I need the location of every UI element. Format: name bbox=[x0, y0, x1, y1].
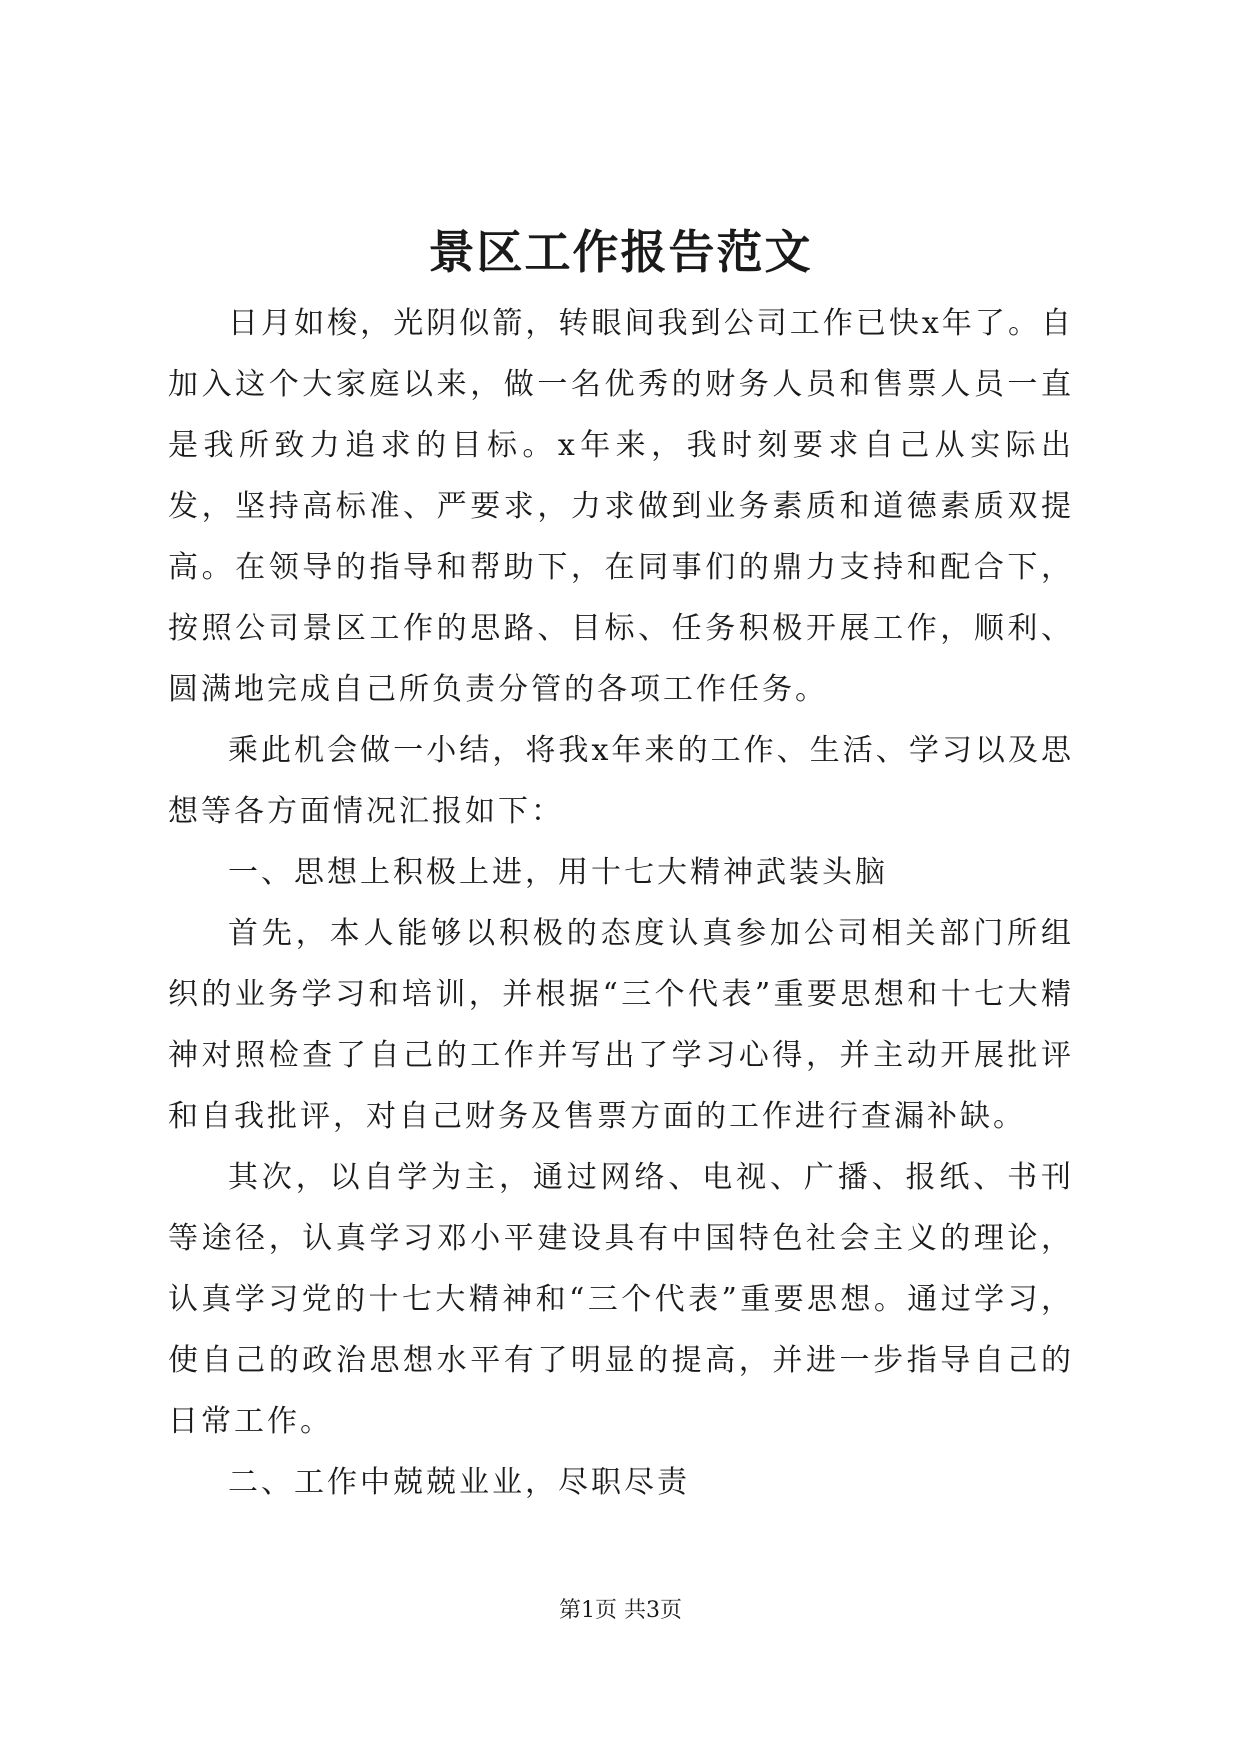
page-footer: 第1页 共3页 bbox=[559, 1598, 682, 1623]
paragraph-intro: 日月如梭，光阴似箭，转眼间我到公司工作已快x年了。自加入这个大家庭以来，做一名优秀的财务人员和售票人员一直是我所致力追求的目标。x年来，我时刻要求自己从实际出发，坚持高标准、严要求，力求做到业务素质和道德素质双提高。在领导的指导和帮助下，在同事们的鼎力支持和配合下，按照公司景区工作的思路、目标、任务积极开展工作，顺利、圆满地完成自己所负责分管的各项工作任务。 bbox=[168, 306, 1074, 707]
paragraph-first: 首先，本人能够以积极的态度认真参加公司相关部门所组织的业务学习和培训，并根据“三个代表”重要思想和十七大精神对照检查了自己的工作并写出了学习心得，并主动开展批评和自我批评，对自己财务及售票方面的工作进行查漏补缺。 bbox=[168, 916, 1074, 1134]
document-title: 景区工作报告范文 bbox=[428, 225, 813, 279]
paragraph-second: 其次，以自学为主，通过网络、电视、广播、报纸、书刊等途径，认真学习邓小平建设具有中国特色社会主义的理论，认真学习党的十七大精神和“三个代表”重要思想。通过学习，使自己的政治思想水平有了明显的提高，并进一步指导自己的日常工作。 bbox=[168, 1160, 1074, 1439]
section-heading-1: 一、思想上积极上进，用十七大精神武装头脑 bbox=[228, 855, 888, 890]
section-heading-2: 二、工作中兢兢业业，尽职尽责 bbox=[228, 1465, 690, 1500]
document-body bbox=[168, 293, 1074, 1513]
paragraph-summary: 乘此机会做一小结，将我x年来的工作、生活、学习以及思想等各方面情况汇报如下： bbox=[168, 733, 1074, 829]
